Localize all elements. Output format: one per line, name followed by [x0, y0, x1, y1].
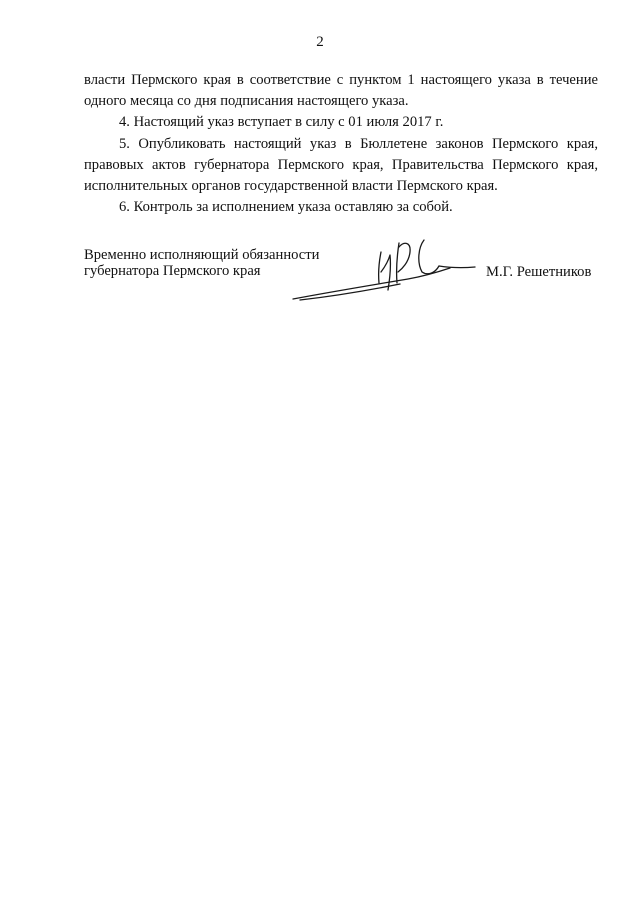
- signatory-title-line: губернатора Пермского края: [84, 263, 261, 279]
- text-line: 4. Настоящий указ вступает в силу с 01 июля 2017 г.: [119, 114, 444, 131]
- text-line: власти Пермского края в соответствие с пунктом 1 настоящего указа в течение: [84, 72, 598, 88]
- text-line: правовых актов губернатора Пермского края, Правительства Пермского края,: [84, 156, 598, 173]
- handwritten-signature: [0, 0, 640, 340]
- text-line: 6. Контроль за исполнением указа оставляю за собой.: [119, 199, 453, 216]
- page-number: 2: [316, 34, 324, 50]
- text-line: 5. Опубликовать настоящий указ в Бюллетене законов Пермского края,: [119, 135, 598, 152]
- signatory-name: М.Г. Решетников: [486, 264, 592, 280]
- signatory-title-line: Временно исполняющий обязанности: [84, 247, 320, 263]
- text-line: исполнительных органов государственной власти Пермского края.: [84, 178, 498, 195]
- text-line: одного месяца со дня подписания настоящего указа.: [84, 93, 409, 110]
